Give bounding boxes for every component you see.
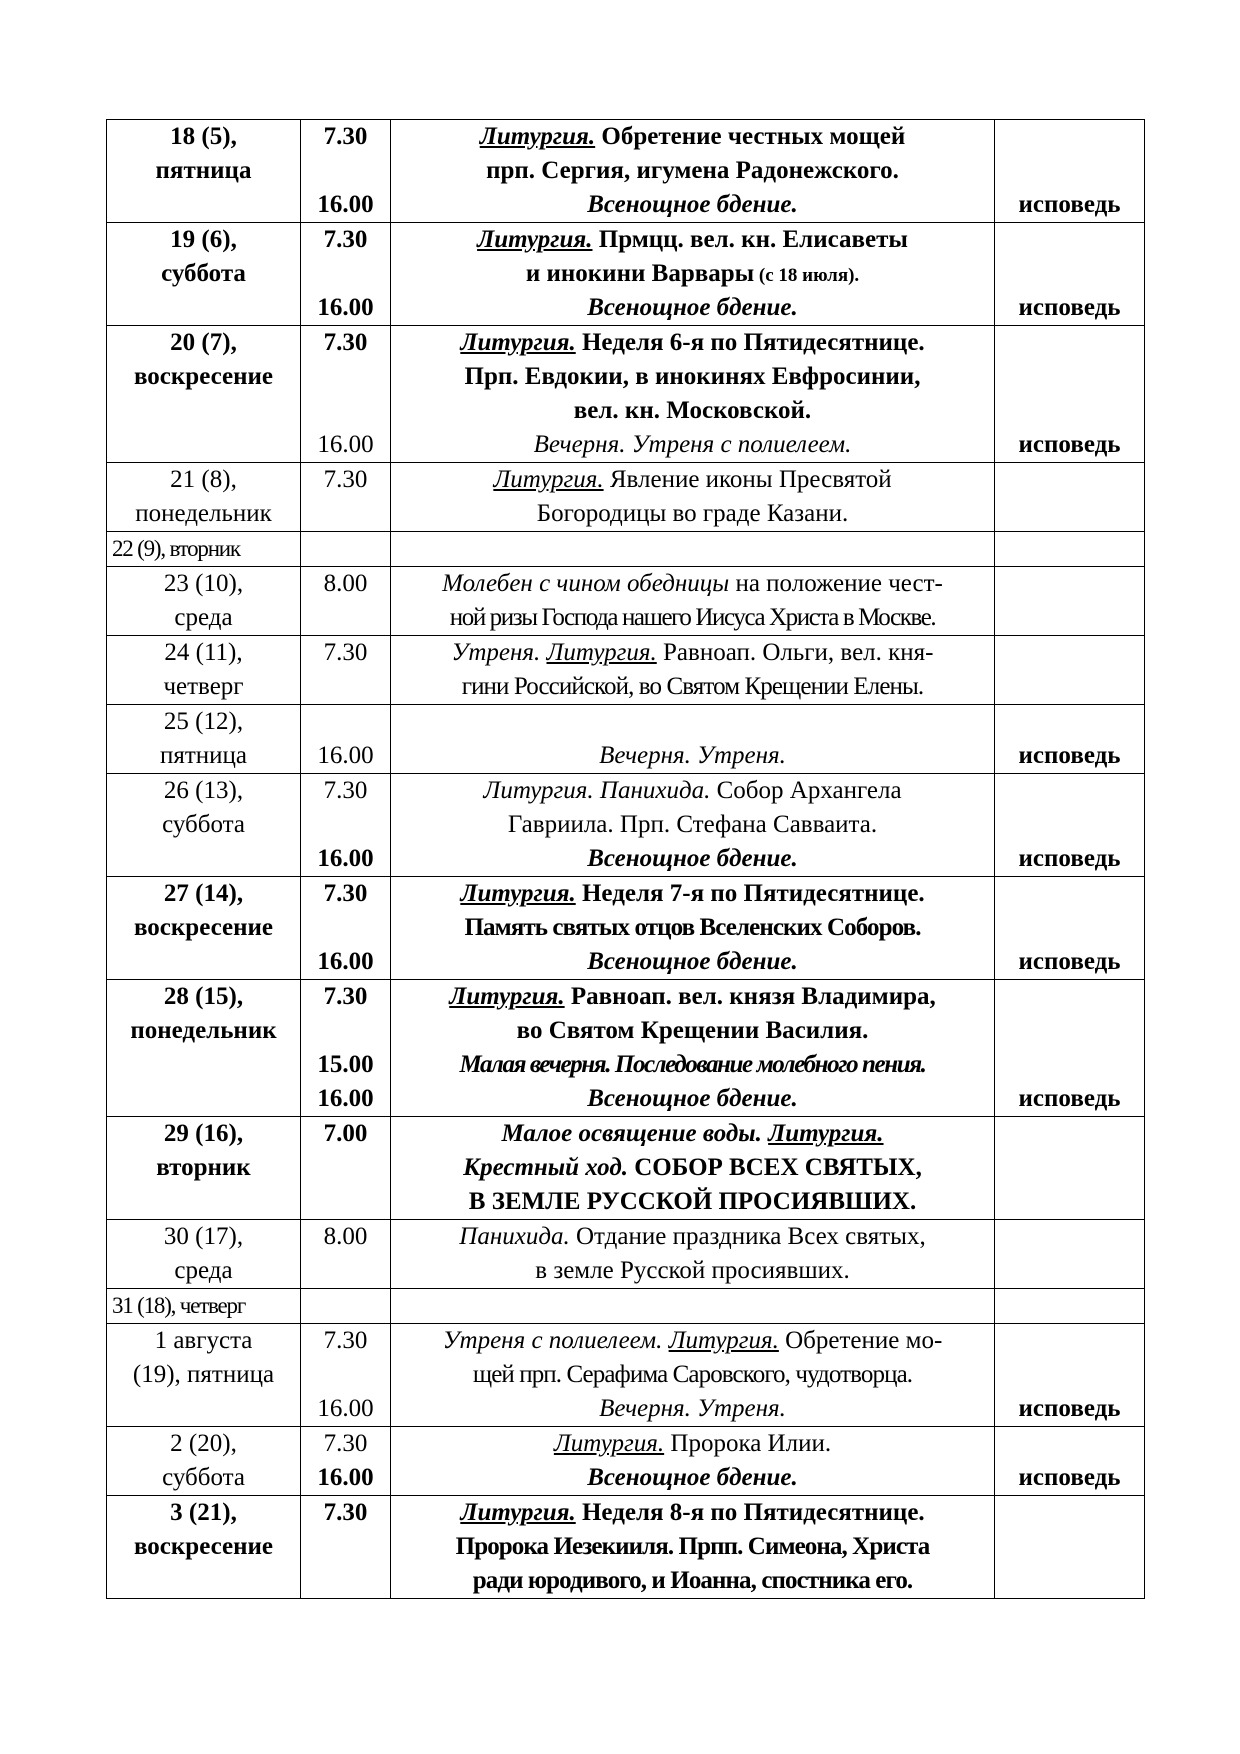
day-label: пятница — [155, 157, 252, 184]
service-line — [391, 1289, 994, 1323]
service-time: 16.00 — [317, 948, 374, 975]
confession-cell — [995, 705, 1145, 774]
service-text: Всенощное бдение. — [587, 191, 798, 218]
time-cell — [301, 1496, 391, 1599]
service-text: во Святом Крещении Василия. — [516, 1017, 869, 1044]
time-cell — [301, 326, 391, 463]
schedule-row — [107, 1117, 1145, 1220]
service-text: Всенощное бдение. — [587, 845, 798, 872]
service-text: Литургия. Панихида. — [483, 777, 711, 804]
confession-cell — [995, 532, 1145, 567]
confession-cell — [995, 223, 1145, 326]
service-text: Явление иконы Пресвятой — [603, 466, 892, 493]
service-cell — [391, 1324, 995, 1427]
service-text: Память святых отцов Вселенских Соборов. — [464, 914, 921, 941]
time-cell — [301, 120, 391, 223]
service-cell — [391, 532, 995, 567]
service-line — [391, 1220, 994, 1254]
schedule-row — [107, 1289, 1145, 1324]
service-line — [391, 567, 994, 601]
service-time: 16.00 — [317, 191, 374, 218]
schedule-row — [107, 705, 1145, 774]
service-line — [391, 1082, 994, 1116]
day-cell — [107, 532, 301, 567]
service-schedule-table — [106, 119, 1145, 1599]
service-line — [391, 1530, 994, 1564]
service-line — [391, 497, 994, 531]
service-time: 7.30 — [323, 329, 368, 356]
service-line — [391, 601, 994, 635]
service-text: Литургия. — [460, 880, 576, 907]
time-cell — [301, 705, 391, 774]
service-text: ради юродивого, и Иоанна, спостника его. — [472, 1567, 913, 1594]
service-line — [391, 428, 994, 462]
service-text: Малая вечерня. Последование молебного пения. — [459, 1051, 926, 1078]
time-cell — [301, 463, 391, 532]
day-label: 22 (9), вторник — [112, 536, 240, 561]
service-time: 7.30 — [323, 880, 368, 907]
service-line — [391, 1461, 994, 1495]
service-line — [391, 739, 994, 773]
service-line — [391, 670, 994, 704]
service-time: 16.00 — [317, 1085, 374, 1112]
schedule-row — [107, 877, 1145, 980]
service-text: в земле Русской просиявших. — [535, 1257, 850, 1284]
service-text: Всенощное бдение. — [587, 1464, 798, 1491]
time-cell — [301, 1220, 391, 1289]
time-cell — [301, 223, 391, 326]
service-line — [391, 1427, 994, 1461]
service-line — [391, 636, 994, 670]
service-text: В ЗЕМЛЕ РУССКОЙ ПРОСИЯВШИХ. — [468, 1188, 917, 1215]
confession-label: исповедь — [1018, 1464, 1121, 1491]
service-text: (с 18 июля). — [754, 265, 860, 286]
day-cell — [107, 326, 301, 463]
service-line — [391, 1392, 994, 1426]
service-cell — [391, 636, 995, 705]
service-time: 7.30 — [323, 123, 368, 150]
day-label: пятница — [159, 742, 248, 769]
time-cell — [301, 1117, 391, 1220]
service-text: Крестный ход. — [463, 1154, 628, 1181]
service-text: Равноап. Ольги, вел. кня- — [656, 639, 934, 666]
service-text: Пророка Илии. — [664, 1430, 832, 1457]
service-text: на положение чест- — [729, 570, 943, 597]
service-text: Литургия. — [460, 329, 576, 356]
time-cell — [301, 532, 391, 567]
day-label: (19), пятница — [132, 1361, 275, 1388]
service-time: 16.00 — [317, 431, 374, 458]
service-text: Молебен с чином обедницы — [442, 570, 730, 597]
service-text: Прмцц. вел. кн. Елисаветы — [592, 226, 908, 253]
schedule-row — [107, 1496, 1145, 1599]
confession-label: исповедь — [1018, 1085, 1121, 1112]
service-text: Утреня. — [451, 639, 547, 666]
day-label: суббота — [162, 1464, 245, 1491]
service-text: Гавриила. Прп. Стефана Савваита. — [507, 811, 878, 838]
service-line — [391, 1496, 994, 1530]
service-line — [391, 1117, 994, 1151]
service-line — [391, 1564, 994, 1598]
service-text: СОБОР ВСЕХ СВЯТЫХ, — [627, 1154, 922, 1181]
service-time: 16.00 — [317, 1464, 374, 1491]
service-text: Литургия. — [546, 639, 657, 666]
schedule-row — [107, 1220, 1145, 1289]
service-line — [391, 1014, 994, 1048]
service-time: 7.30 — [323, 1327, 368, 1354]
confession-cell — [995, 326, 1145, 463]
day-label: 27 (14), — [163, 880, 244, 907]
service-text: Равноап. вел. князя Владимира, — [564, 983, 936, 1010]
schedule-row — [107, 120, 1145, 223]
day-label: 3 (21), — [170, 1499, 237, 1526]
service-time: 16.00 — [317, 742, 374, 769]
service-text: и инокини Варвары — [525, 260, 755, 287]
service-text: Вечерня. Утреня с полиелеем. — [533, 431, 852, 458]
day-label: 31 (18), четверг — [112, 1293, 246, 1318]
schedule-row — [107, 223, 1145, 326]
service-line — [391, 980, 994, 1014]
schedule-row — [107, 774, 1145, 877]
service-text: Неделя 8-я по Пятидесятнице. — [575, 1499, 925, 1526]
service-line — [391, 705, 994, 739]
schedule-row — [107, 567, 1145, 636]
day-cell — [107, 980, 301, 1117]
confession-cell — [995, 774, 1145, 877]
time-cell — [301, 1289, 391, 1324]
confession-cell — [995, 877, 1145, 980]
day-label: 18 (5), — [170, 123, 237, 150]
service-text: Литургия. — [768, 1120, 884, 1147]
day-label: понедельник — [130, 1017, 277, 1044]
day-label: 21 (8), — [170, 466, 237, 493]
service-time: 7.30 — [323, 1430, 368, 1457]
service-line — [391, 188, 994, 222]
service-text: Литургия. — [460, 1499, 576, 1526]
confession-cell — [995, 567, 1145, 636]
confession-cell — [995, 1324, 1145, 1427]
service-cell — [391, 1427, 995, 1496]
confession-cell — [995, 120, 1145, 223]
service-time: 16.00 — [317, 845, 374, 872]
service-text: Всенощное бдение. — [587, 294, 798, 321]
service-text: Утреня с полиелеем. — [442, 1327, 669, 1354]
day-label: 28 (15), — [163, 983, 244, 1010]
confession-label: исповедь — [1018, 294, 1121, 321]
service-text: Малое освящение воды. — [501, 1120, 769, 1147]
day-label: 2 (20), — [170, 1430, 237, 1457]
service-cell — [391, 980, 995, 1117]
service-line — [391, 1254, 994, 1288]
day-cell — [107, 705, 301, 774]
service-line — [391, 1151, 994, 1185]
service-line — [391, 1048, 994, 1082]
service-text: Литургия. — [493, 466, 604, 493]
day-cell — [107, 567, 301, 636]
time-cell — [301, 1324, 391, 1427]
service-text: Литургия. — [449, 983, 565, 1010]
confession-label: исповедь — [1018, 845, 1121, 872]
day-cell — [107, 1324, 301, 1427]
day-label: 24 (11), — [164, 639, 243, 666]
service-cell — [391, 1220, 995, 1289]
day-label: среда — [174, 1257, 233, 1284]
confession-label: исповедь — [1018, 948, 1121, 975]
service-line — [391, 1358, 994, 1392]
service-text: прп. Сергия, игумена Радонежского. — [486, 157, 899, 184]
time-cell — [301, 567, 391, 636]
service-cell — [391, 1496, 995, 1599]
confession-cell — [995, 1289, 1145, 1324]
day-label: 19 (6), — [170, 226, 237, 253]
service-text: Собор Архангела — [710, 777, 902, 804]
service-line — [391, 120, 994, 154]
service-line — [391, 154, 994, 188]
service-time: 7.30 — [323, 639, 368, 666]
confession-cell — [995, 980, 1145, 1117]
service-text: Литургия. — [477, 226, 593, 253]
service-line — [391, 911, 994, 945]
service-cell — [391, 120, 995, 223]
service-text: Литургия. — [668, 1327, 779, 1354]
service-text: Обретение честных мощей — [595, 123, 906, 150]
schedule-row — [107, 326, 1145, 463]
confession-cell — [995, 1220, 1145, 1289]
service-line — [391, 532, 994, 566]
day-label: 25 (12), — [163, 708, 244, 735]
day-label: воскресение — [133, 914, 274, 941]
service-text: гини Российской, во Святом Крещении Елены. — [461, 673, 924, 700]
service-time: 7.30 — [323, 983, 368, 1010]
day-cell — [107, 636, 301, 705]
service-text: Пророка Иезекииля. Прпп. Симеона, Христа — [455, 1533, 930, 1560]
service-line — [391, 842, 994, 876]
service-time: 16.00 — [317, 294, 374, 321]
day-cell — [107, 463, 301, 532]
service-time: 15.00 — [317, 1051, 374, 1078]
service-text: Неделя 6-я по Пятидесятнице. — [575, 329, 925, 356]
confession-label: исповедь — [1018, 742, 1121, 769]
service-line — [391, 223, 994, 257]
service-cell — [391, 705, 995, 774]
day-cell — [107, 223, 301, 326]
service-line — [391, 945, 994, 979]
service-line — [391, 1324, 994, 1358]
day-label: воскресение — [133, 1533, 274, 1560]
day-cell — [107, 1220, 301, 1289]
service-time: 7.30 — [323, 1499, 368, 1526]
service-cell — [391, 877, 995, 980]
day-cell — [107, 1496, 301, 1599]
service-text: Неделя 7-я по Пятидесятнице. — [575, 880, 925, 907]
day-cell — [107, 120, 301, 223]
confession-cell — [995, 1496, 1145, 1599]
day-label: 23 (10), — [163, 570, 244, 597]
service-line — [391, 394, 994, 428]
day-label: 29 (16), — [163, 1120, 244, 1147]
day-cell — [107, 1289, 301, 1324]
service-line — [391, 808, 994, 842]
schedule-row — [107, 1324, 1145, 1427]
service-time: 8.00 — [323, 1223, 368, 1250]
service-time: 7.30 — [323, 226, 368, 253]
confession-cell — [995, 463, 1145, 532]
service-time: 7.30 — [323, 777, 368, 804]
day-label: 1 августа — [154, 1327, 253, 1354]
day-label: воскресение — [133, 363, 274, 390]
service-text: Литургия. — [479, 123, 596, 150]
day-label: понедельник — [135, 500, 272, 527]
confession-label: исповедь — [1018, 1395, 1121, 1422]
service-line — [391, 291, 994, 325]
schedule-row — [107, 532, 1145, 567]
service-line — [391, 774, 994, 808]
day-label: 20 (7), — [170, 329, 237, 356]
day-label: 26 (13), — [163, 777, 244, 804]
service-line — [391, 1185, 994, 1219]
service-line — [391, 360, 994, 394]
service-time: 7.00 — [323, 1120, 368, 1147]
day-cell — [107, 774, 301, 877]
service-text: Прп. Евдокии, в инокинях Евфросинии, — [464, 363, 921, 390]
day-label: четверг — [163, 673, 244, 700]
day-cell — [107, 1427, 301, 1496]
service-text: Отдание праздника Всех святых, — [569, 1223, 926, 1250]
service-cell — [391, 774, 995, 877]
service-time: 16.00 — [317, 1395, 374, 1422]
service-time: 8.00 — [323, 570, 368, 597]
service-text: Литургия. — [553, 1430, 665, 1457]
confession-cell — [995, 636, 1145, 705]
schedule-row — [107, 636, 1145, 705]
time-cell — [301, 980, 391, 1117]
service-cell — [391, 567, 995, 636]
confession-label: исповедь — [1018, 431, 1121, 458]
service-text: Вечерня. Утреня. — [599, 1395, 786, 1422]
time-cell — [301, 1427, 391, 1496]
schedule-row — [107, 1427, 1145, 1496]
service-text: Обретение мо- — [778, 1327, 943, 1354]
service-line — [391, 326, 994, 360]
service-time: 7.30 — [323, 466, 368, 493]
service-line — [391, 877, 994, 911]
confession-label: исповедь — [1018, 191, 1121, 218]
schedule-row — [107, 980, 1145, 1117]
service-text: щей прп. Серафима Саровского, чудотворца. — [472, 1361, 913, 1388]
service-cell — [391, 223, 995, 326]
service-line — [391, 257, 994, 291]
service-cell — [391, 1117, 995, 1220]
schedule-row — [107, 463, 1145, 532]
service-text: Вечерня. Утреня. — [599, 742, 786, 769]
time-cell — [301, 636, 391, 705]
day-label: суббота — [162, 811, 245, 838]
day-cell — [107, 877, 301, 980]
service-cell — [391, 1289, 995, 1324]
confession-cell — [995, 1427, 1145, 1496]
day-cell — [107, 1117, 301, 1220]
service-text: Всенощное бдение. — [587, 1085, 798, 1112]
schedule-body — [107, 120, 1145, 1599]
service-text: Богородицы во граде Казани. — [536, 500, 849, 527]
service-text: Всенощное бдение. — [587, 948, 798, 975]
day-label: среда — [174, 604, 233, 631]
day-label: суббота — [161, 260, 246, 287]
time-cell — [301, 774, 391, 877]
confession-cell — [995, 1117, 1145, 1220]
service-text: вел. кн. Московской. — [573, 397, 812, 424]
day-label: 30 (17), — [163, 1223, 244, 1250]
service-cell — [391, 463, 995, 532]
service-text: ной ризы Господа нашего Иисуса Христа в Москве. — [449, 604, 936, 631]
time-cell — [301, 877, 391, 980]
service-cell — [391, 326, 995, 463]
service-line — [391, 463, 994, 497]
service-text: Панихида. — [459, 1223, 570, 1250]
day-label: вторник — [156, 1154, 251, 1181]
